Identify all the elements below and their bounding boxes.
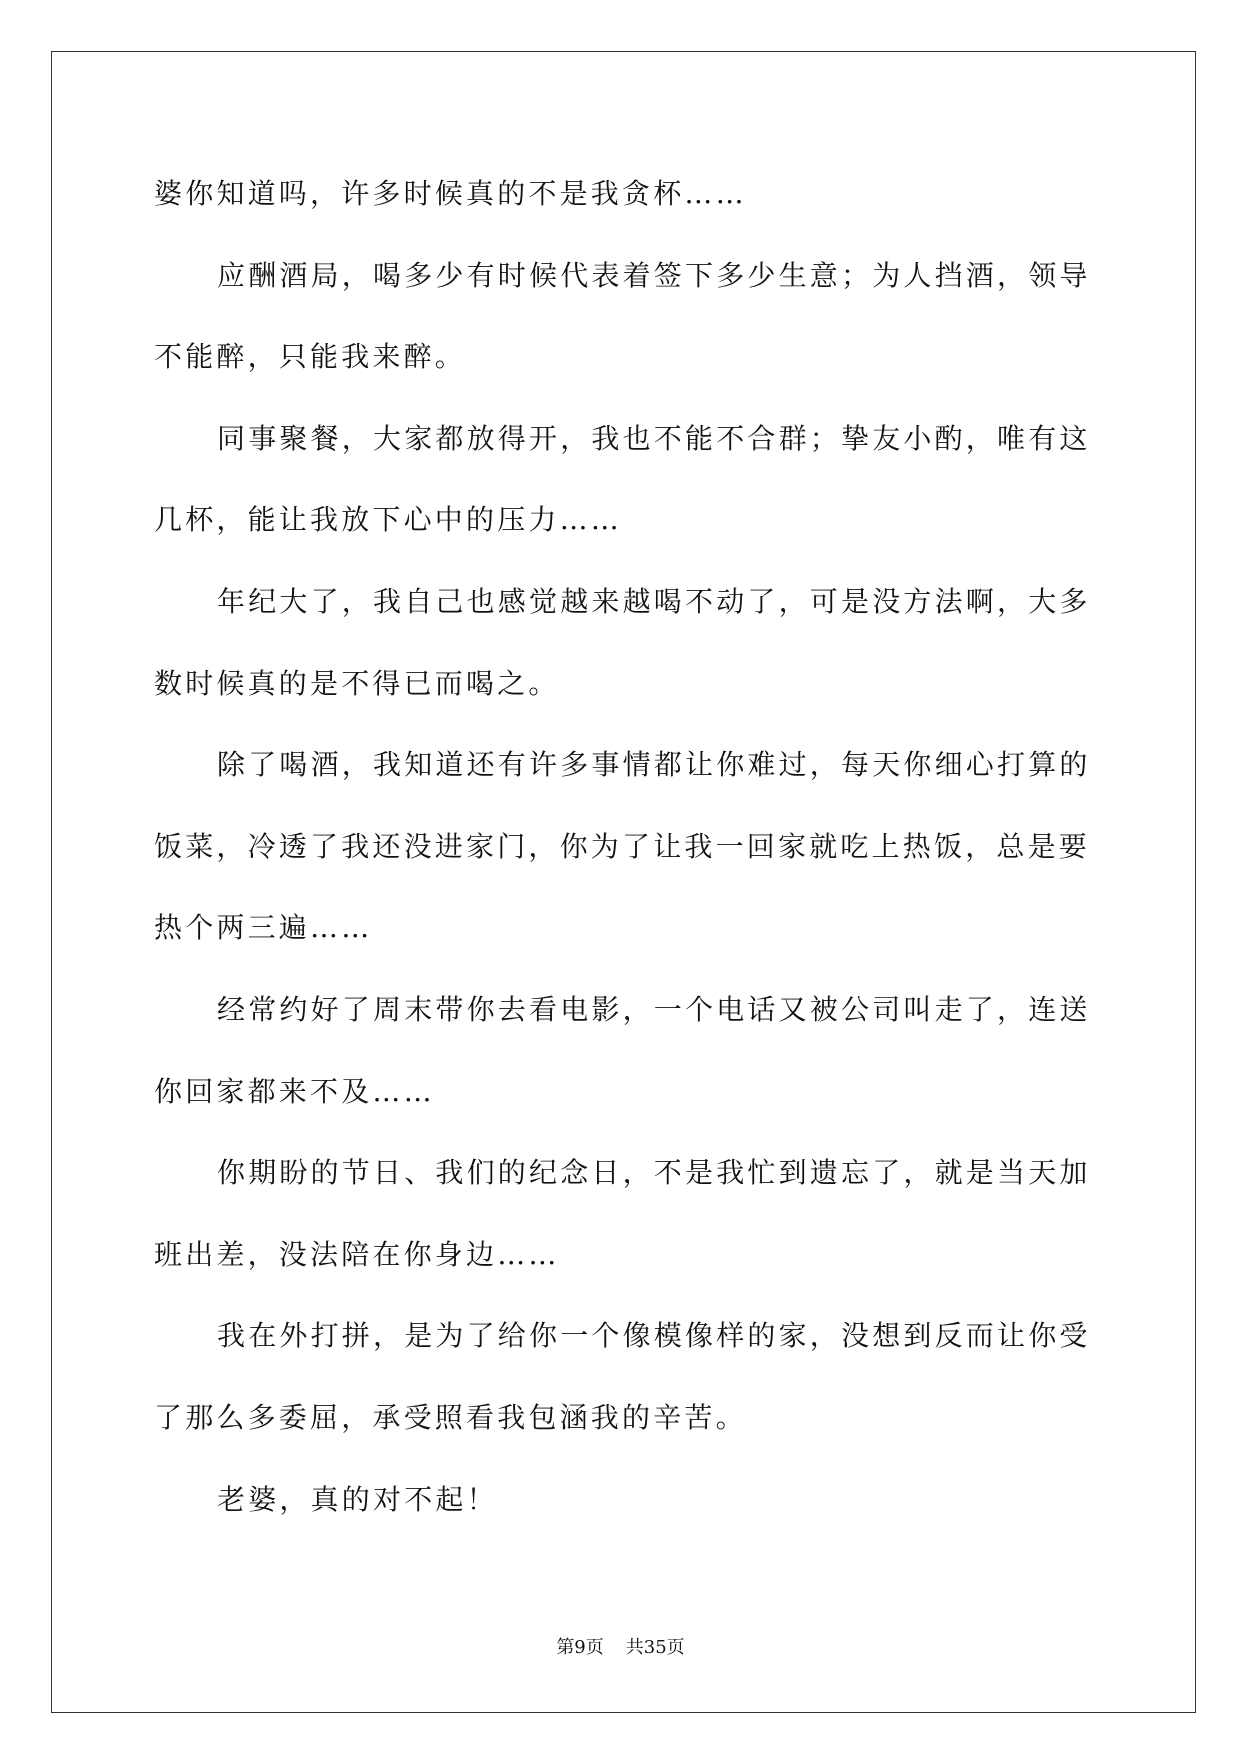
text-line: 我在外打拼，是为了给你一个像模像样的家，没想到反而让你受 [217,1319,1091,1353]
text-line: 班出差，没法陪在你身边…… [154,1237,560,1271]
text-line: 婆你知道吗，许多时候真的不是我贪杯…… [154,177,747,210]
paragraph [154,398,1114,561]
text-line: 饭菜，冷透了我还没进家门，你为了让我一回家就吃上热饭，总是要 [154,829,1091,863]
text-line: 不能醉，只能我来醉。 [154,340,467,374]
paragraph [154,1459,1114,1541]
text-line: 经常约好了周末带你去看电影，一个电话又被公司叫走了，连送 [217,992,1091,1026]
text-line: 除了喝酒，我知道还有许多事情都让你难过，每天你细心打算的 [217,748,1091,782]
text-line: 几杯，能让我放下心中的压力…… [154,503,623,537]
paragraph [154,153,1114,235]
paragraph [154,1132,1114,1295]
text-line: 年纪大了，我自己也感觉越来越喝不动了，可是没方法啊，大多 [217,584,1091,618]
paragraph [154,724,1114,969]
document-body [154,153,1114,1540]
text-line: 了那么多委屈，承受照看我包涵我的辛苦。 [154,1400,747,1434]
page-footer [0,1636,1241,1660]
paragraph [154,561,1114,724]
text-line: 老婆，真的对不起！ [217,1482,498,1516]
current-page-number: 第9页 [556,1637,604,1658]
paragraph [154,1295,1114,1458]
paragraph [154,235,1114,398]
text-line: 同事聚餐，大家都放得开，我也不能不合群；挚友小酌，唯有这 [217,421,1091,455]
text-line: 你期盼的节日、我们的纪念日，不是我忙到遗忘了，就是当天加 [217,1156,1091,1190]
text-line: 数时候真的是不得已而喝之。 [154,666,560,700]
total-page-count: 共35页 [625,1637,685,1658]
text-line: 热个两三遍…… [154,911,373,945]
paragraph [154,969,1114,1132]
text-line: 你回家都来不及…… [154,1074,435,1108]
text-line: 应酬酒局，喝多少有时候代表着签下多少生意；为人挡酒，领导 [217,258,1091,292]
